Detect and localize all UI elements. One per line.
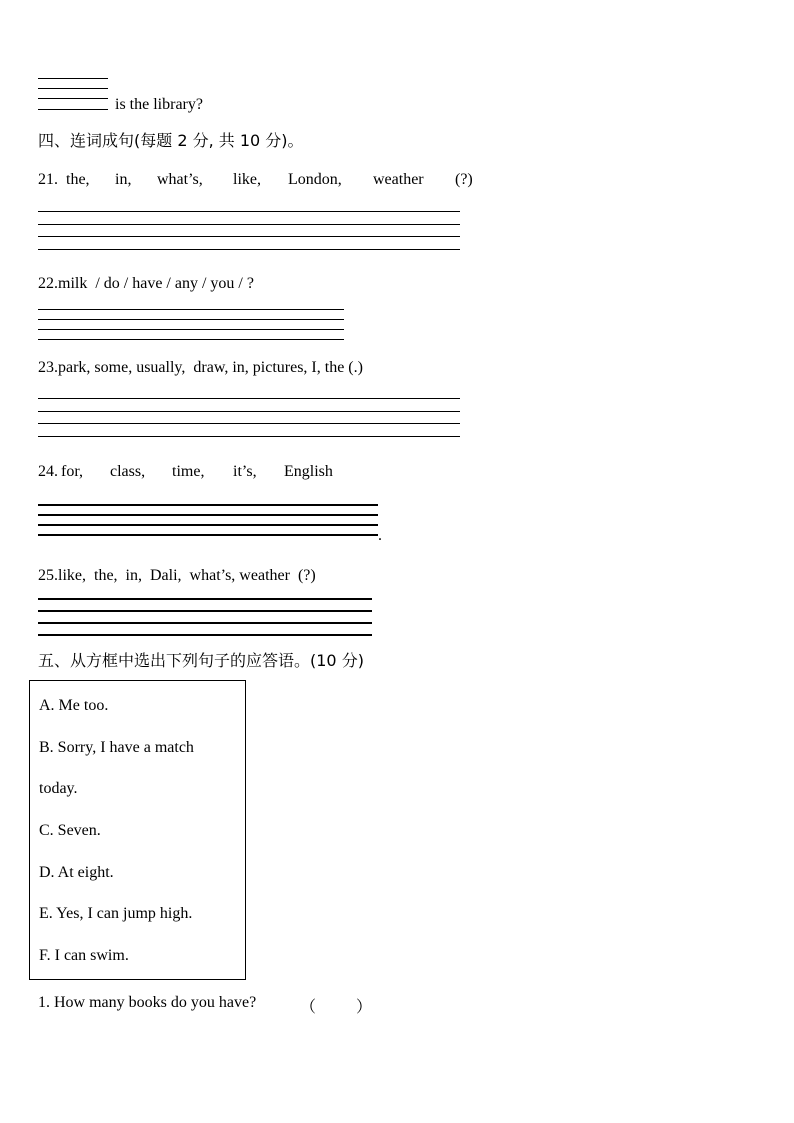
- q21-word: like,: [233, 171, 261, 188]
- q24-word: it’s,: [233, 463, 257, 480]
- option-f: F. I can swim.: [39, 947, 129, 964]
- q21-number: 21.: [38, 171, 58, 188]
- q21-word: in,: [115, 171, 132, 188]
- option-b: B. Sorry, I have a match: [39, 739, 194, 756]
- answer-options-box: [29, 680, 246, 980]
- q21-word: London,: [288, 171, 342, 188]
- q21-word: weather: [373, 171, 424, 188]
- q21-word: (?): [455, 171, 473, 188]
- q24-period: .: [378, 527, 382, 544]
- option-e: E. Yes, I can jump high.: [39, 905, 193, 922]
- q21-word: the,: [66, 171, 90, 188]
- answer-paren-1[interactable]: （ ）: [300, 999, 373, 1016]
- q25-text: 25.like, the, in, Dali, what’s, weather (?): [38, 567, 316, 584]
- q23-text: 23.park, some, usually, draw, in, pictures, I, the (.): [38, 359, 363, 376]
- q24-word: English: [284, 463, 333, 480]
- q24-word: for,: [61, 463, 84, 480]
- section5-question-1: 1. How many books do you have?: [38, 994, 257, 1011]
- option-c: C. Seven.: [39, 822, 101, 839]
- option-d: D. At eight.: [39, 864, 114, 881]
- q24-word: time,: [172, 463, 205, 480]
- q24-number: 24.: [38, 463, 58, 480]
- q24-word: class,: [110, 463, 146, 480]
- option-b-continued: today.: [39, 780, 78, 797]
- section5-heading: 五、从方框中选出下列句子的应答语。(10 分): [38, 651, 364, 670]
- q22-text: 22.milk / do / have / any / you / ?: [38, 275, 254, 292]
- section4-heading: 四、连词成句(每题 2 分, 共 10 分)。: [38, 131, 304, 150]
- option-a: A. Me too.: [39, 697, 109, 714]
- library-fragment-text: is the library?: [115, 96, 203, 113]
- q21-word: what’s,: [157, 171, 203, 188]
